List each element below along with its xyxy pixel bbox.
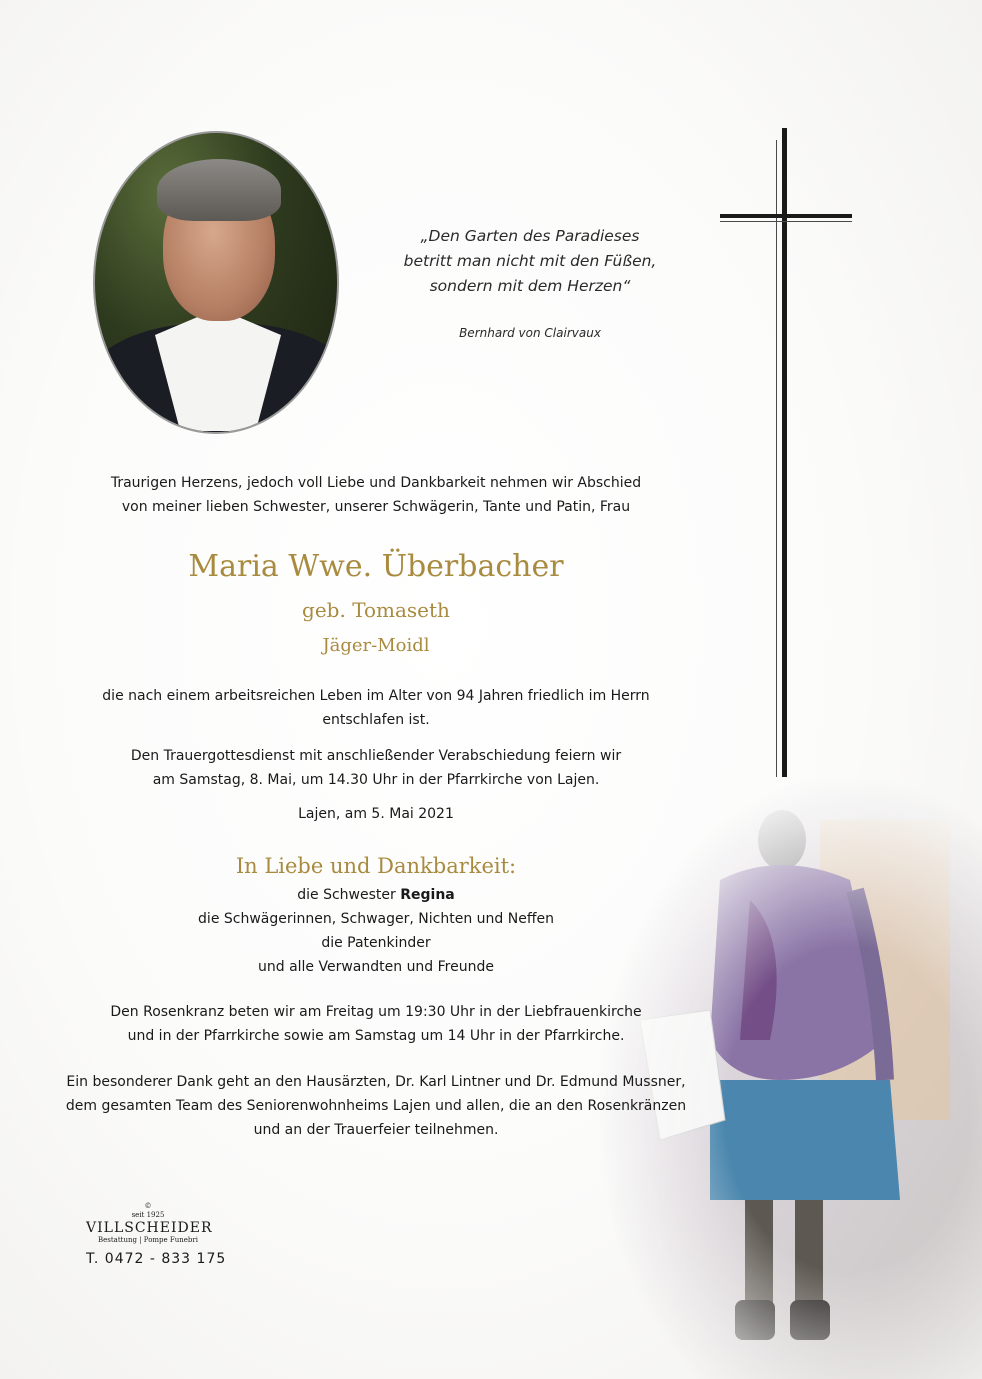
- mourner-line: und alle Verwandten und Freunde: [257, 959, 494, 975]
- thanks-line: dem gesamten Team des Seniorenwohnheims Lajen und allen, die an den Rosenkränzen: [65, 1098, 687, 1114]
- body-line: Den Trauergottesdienst mit anschließender Verabschiedung feiern wir: [130, 748, 622, 764]
- mourner-line: die Schwägerinnen, Schwager, Nichten und Neffen: [198, 911, 554, 927]
- intro-text: [60, 471, 692, 519]
- quote-line: „Den Garten des Paradieses: [420, 227, 640, 245]
- quote-author: Bernhard von Clairvaux: [459, 326, 601, 340]
- intro-line: Traurigen Herzens, jedoch voll Liebe und Dankbarkeit nehmen wir Abschied: [110, 475, 642, 491]
- rosary-text: [60, 1000, 692, 1048]
- sister-prefix: die Schwester: [297, 887, 401, 903]
- cross-vertical-bar: [782, 128, 787, 777]
- mourners-heading: In Liebe und Dankbarkeit:: [235, 854, 517, 878]
- logo-brand: VILLSCHEIDER: [86, 1220, 213, 1236]
- body-line: entschlafen ist.: [322, 712, 430, 728]
- service-text: [60, 744, 692, 792]
- portrait-photo: [93, 131, 339, 434]
- cross-horizontal-line: [720, 221, 852, 222]
- logo-tagline: Bestattung | Pompe Funebri: [97, 1236, 198, 1244]
- thanks-line: Ein besonderer Dank geht an den Hausärzten, Dr. Karl Lintner und Dr. Edmund Mussner,: [66, 1074, 686, 1090]
- mourners-list: [60, 883, 692, 979]
- body-line: die nach einem arbeitsreichen Leben im Alter von 94 Jahren friedlich im Herrn: [102, 688, 650, 704]
- cross-horizontal-bar: [720, 214, 852, 218]
- sister-name: Regina: [400, 887, 455, 903]
- deceased-nickname: Jäger-Moidl: [322, 635, 430, 656]
- body-line: am Samstag, 8. Mai, um 14.30 Uhr in der Pfarrkirche von Lajen.: [152, 772, 600, 788]
- passing-text: [60, 684, 692, 732]
- quote: [380, 224, 680, 299]
- portrait-hair: [157, 159, 281, 221]
- phone-number: T. 0472 - 833 175: [86, 1251, 227, 1267]
- intro-line: von meiner lieben Schwester, unserer Schwägerin, Tante und Patin, Frau: [121, 499, 631, 515]
- rosary-line: Den Rosenkranz beten wir am Freitag um 19:30 Uhr in der Liebfrauenkirche: [110, 1004, 642, 1020]
- funeral-home-logo: [86, 1202, 213, 1245]
- logo-since: seit 1925: [131, 1211, 165, 1219]
- logo-copyright: ©: [144, 1202, 152, 1210]
- rosary-line: und in der Pfarrkirche sowie am Samstag um 14 Uhr in der Pfarrkirche.: [127, 1028, 625, 1044]
- dateline: Lajen, am 5. Mai 2021: [298, 806, 454, 822]
- mourner-line: [60, 883, 692, 907]
- deceased-birth-name: geb. Tomaseth: [302, 598, 450, 622]
- special-thanks-text: [60, 1070, 692, 1142]
- quote-line: betritt man nicht mit den Füßen,: [403, 252, 657, 270]
- mourner-line: die Patenkinder: [321, 935, 431, 951]
- deceased-name: Maria Wwe. Überbacher: [188, 549, 564, 584]
- cross-vertical-line: [776, 140, 777, 777]
- thanks-line: und an der Trauerfeier teilnehmen.: [253, 1122, 499, 1138]
- quote-line: sondern mit dem Herzen“: [429, 277, 631, 295]
